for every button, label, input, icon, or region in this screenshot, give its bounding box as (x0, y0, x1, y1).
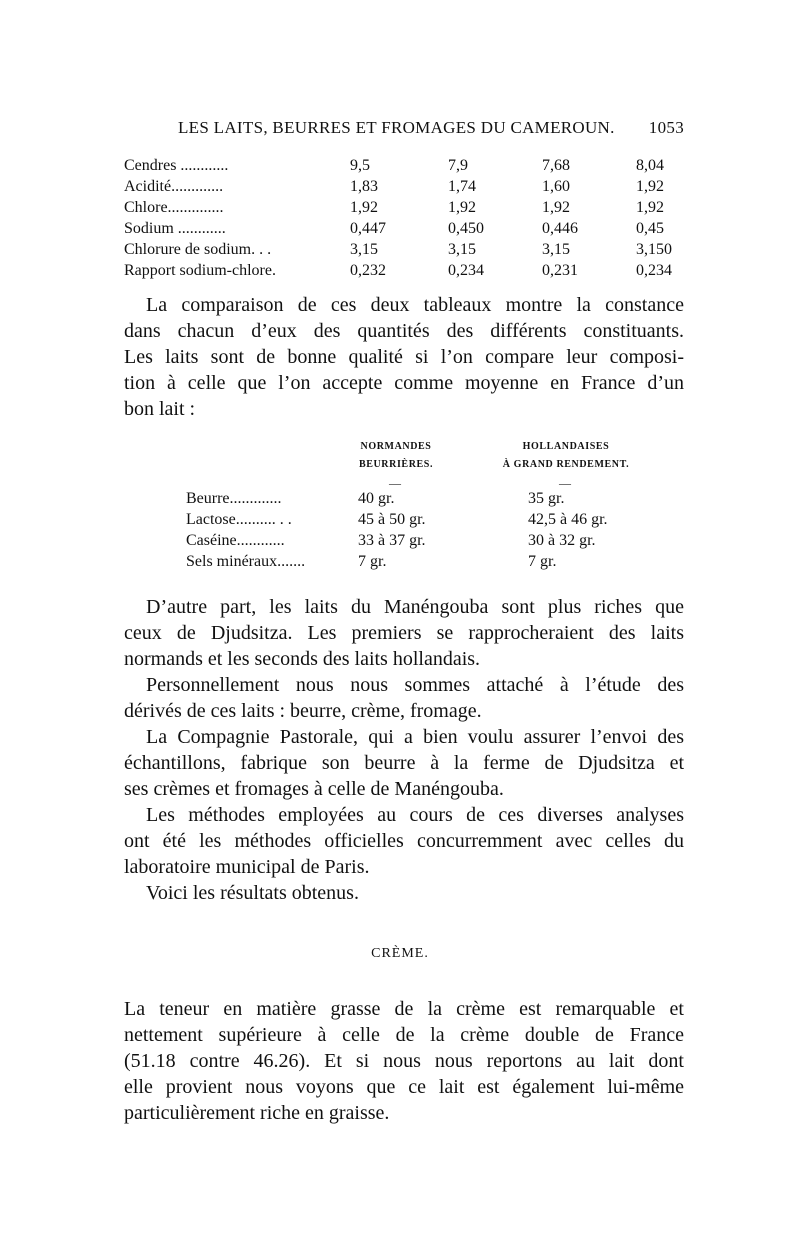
text-line: La comparaison de ces deux tableaux montre la constance (146, 294, 684, 316)
table-cell: 9,5 (350, 157, 370, 174)
table-cell: 1,92 (542, 199, 570, 216)
table-cell: 40 gr. (358, 490, 395, 507)
paragraph-cream (124, 996, 684, 1126)
table-cell: 42,5 à 46 gr. (528, 511, 608, 528)
text-line: échantillons, fabrique son beurre à la ferme de Djudsitza et (124, 752, 684, 774)
table-cell: 8,04 (636, 157, 664, 174)
text-line: (51.18 contre 46.26). Et si nous nous reportons au lait dont (124, 1050, 684, 1072)
table-cell: 3,15 (542, 241, 570, 258)
paragraph-methods (124, 802, 684, 880)
table-cell: 7 gr. (358, 553, 387, 570)
table-cell: 0,446 (542, 220, 578, 237)
row-label: Sels minéraux....... (186, 553, 306, 570)
table-cell: 7,68 (542, 157, 570, 174)
table-row (124, 155, 689, 176)
paragraph-compagnie (124, 724, 684, 802)
row-label: Acidité............. (124, 178, 224, 195)
table-cell: 1,83 (350, 178, 378, 195)
text-line: dans chacun d’eux des quantités des différents constituants. (124, 320, 684, 342)
row-label: Cendres ............ (124, 157, 229, 174)
table-cell: 1,92 (448, 199, 476, 216)
table-cell: 35 gr. (528, 490, 565, 507)
text-line: Les laits sont de bonne qualité si l’on compare leur composi- (124, 346, 684, 368)
row-label: Beurre............. (186, 490, 282, 507)
table-cell: 3,15 (350, 241, 378, 258)
text-line: Voici les résultats obtenus. (146, 882, 359, 904)
paragraph-comparison-regions (124, 594, 684, 672)
table-cell: 45 à 50 gr. (358, 511, 426, 528)
text-line: Personnellement nous nous sommes attaché à l’étude des (146, 674, 684, 696)
row-label: Chlore.............. (124, 199, 224, 216)
table-cell: 0,450 (448, 220, 484, 237)
table-row (186, 509, 646, 530)
table-cell: 33 à 37 gr. (358, 532, 426, 549)
row-label: Sodium ............ (124, 220, 226, 237)
header-line: NORMANDES (360, 441, 432, 452)
text-line: D’autre part, les laits du Manéngouba sont plus riches que (146, 596, 684, 618)
header-line: À GRAND RENDEMENT. (502, 459, 630, 470)
text-line: tion à celle que l’on accepte comme moyenne en France d’un (124, 372, 684, 394)
text-line: ont été les méthodes officielles concurremment avec celles du (124, 830, 684, 852)
table-cell: 30 à 32 gr. (528, 532, 596, 549)
row-label: Lactose.......... . . (186, 511, 292, 528)
header-rule: — (389, 476, 401, 490)
row-label: Chlorure de sodium. . . (124, 241, 272, 258)
table-cell: 3,150 (636, 241, 672, 258)
table-row (124, 176, 689, 197)
table-row (186, 488, 646, 509)
table-cell: 1,92 (636, 178, 664, 195)
row-label: Rapport sodium-chlore. (124, 262, 276, 279)
table-cell: 0,232 (350, 262, 386, 279)
table-row (124, 218, 689, 239)
page-number: 1053 (648, 118, 684, 137)
text-line: La Compagnie Pastorale, qui a bien voulu assurer l’envoi des (146, 726, 684, 748)
text-line: nettement supérieure à celle de la crème double de France (124, 1024, 684, 1046)
column-header-normandes (326, 438, 466, 474)
text-line: laboratoire municipal de Paris. (124, 856, 370, 878)
text-line: bon lait : (124, 398, 196, 420)
text-line: dérivés de ces laits : beurre, crème, fromage. (124, 700, 482, 722)
paragraph-derivatives (124, 672, 684, 724)
table-cell: 7 gr. (528, 553, 557, 570)
text-line: ceux de Djudsitza. Les premiers se rapprocheraient des laits (124, 622, 684, 644)
table-cell: 0,45 (636, 220, 664, 237)
table-cell: 1,74 (448, 178, 476, 195)
table-cell: 0,447 (350, 220, 386, 237)
table-row (186, 530, 646, 551)
section-heading: CRÈME. (371, 946, 429, 961)
composition-table (124, 155, 689, 281)
text-line: La teneur en matière grasse de la crème est remarquable et (124, 998, 684, 1020)
table-cell: 1,60 (542, 178, 570, 195)
text-line: normands et les seconds des laits hollandais. (124, 648, 481, 670)
table-row (186, 551, 646, 572)
table-cell: 1,92 (350, 199, 378, 216)
text-line: particulièrement riche en graisse. (124, 1102, 390, 1124)
paragraph-comparison (124, 292, 684, 422)
row-label: Caséine............ (186, 532, 285, 549)
table-cell: 0,231 (542, 262, 578, 279)
table-cell: 3,15 (448, 241, 476, 258)
running-head-title: LES LAITS, BEURRES ET FROMAGES DU CAMEROUN. (178, 118, 615, 137)
paragraph-results (124, 880, 684, 906)
table-cell: 0,234 (636, 262, 672, 279)
table-cell: 1,92 (636, 199, 664, 216)
text-line: elle provient nous voyons que ce lait est également lui-même (124, 1076, 684, 1098)
table-cell: 7,9 (448, 157, 468, 174)
table-row (124, 197, 689, 218)
header-line: HOLLANDAISES (522, 441, 610, 452)
header-rule: — (559, 476, 571, 490)
table-row (124, 260, 689, 281)
header-line: BEURRIÈRES. (358, 459, 434, 470)
text-line: Les méthodes employées au cours de ces diverses analyses (146, 804, 684, 826)
table-cell: 0,234 (448, 262, 484, 279)
text-line: ses crèmes et fromages à celle de Manéngouba. (124, 778, 504, 800)
column-header-hollandaises (486, 438, 646, 474)
table-row (124, 239, 689, 260)
